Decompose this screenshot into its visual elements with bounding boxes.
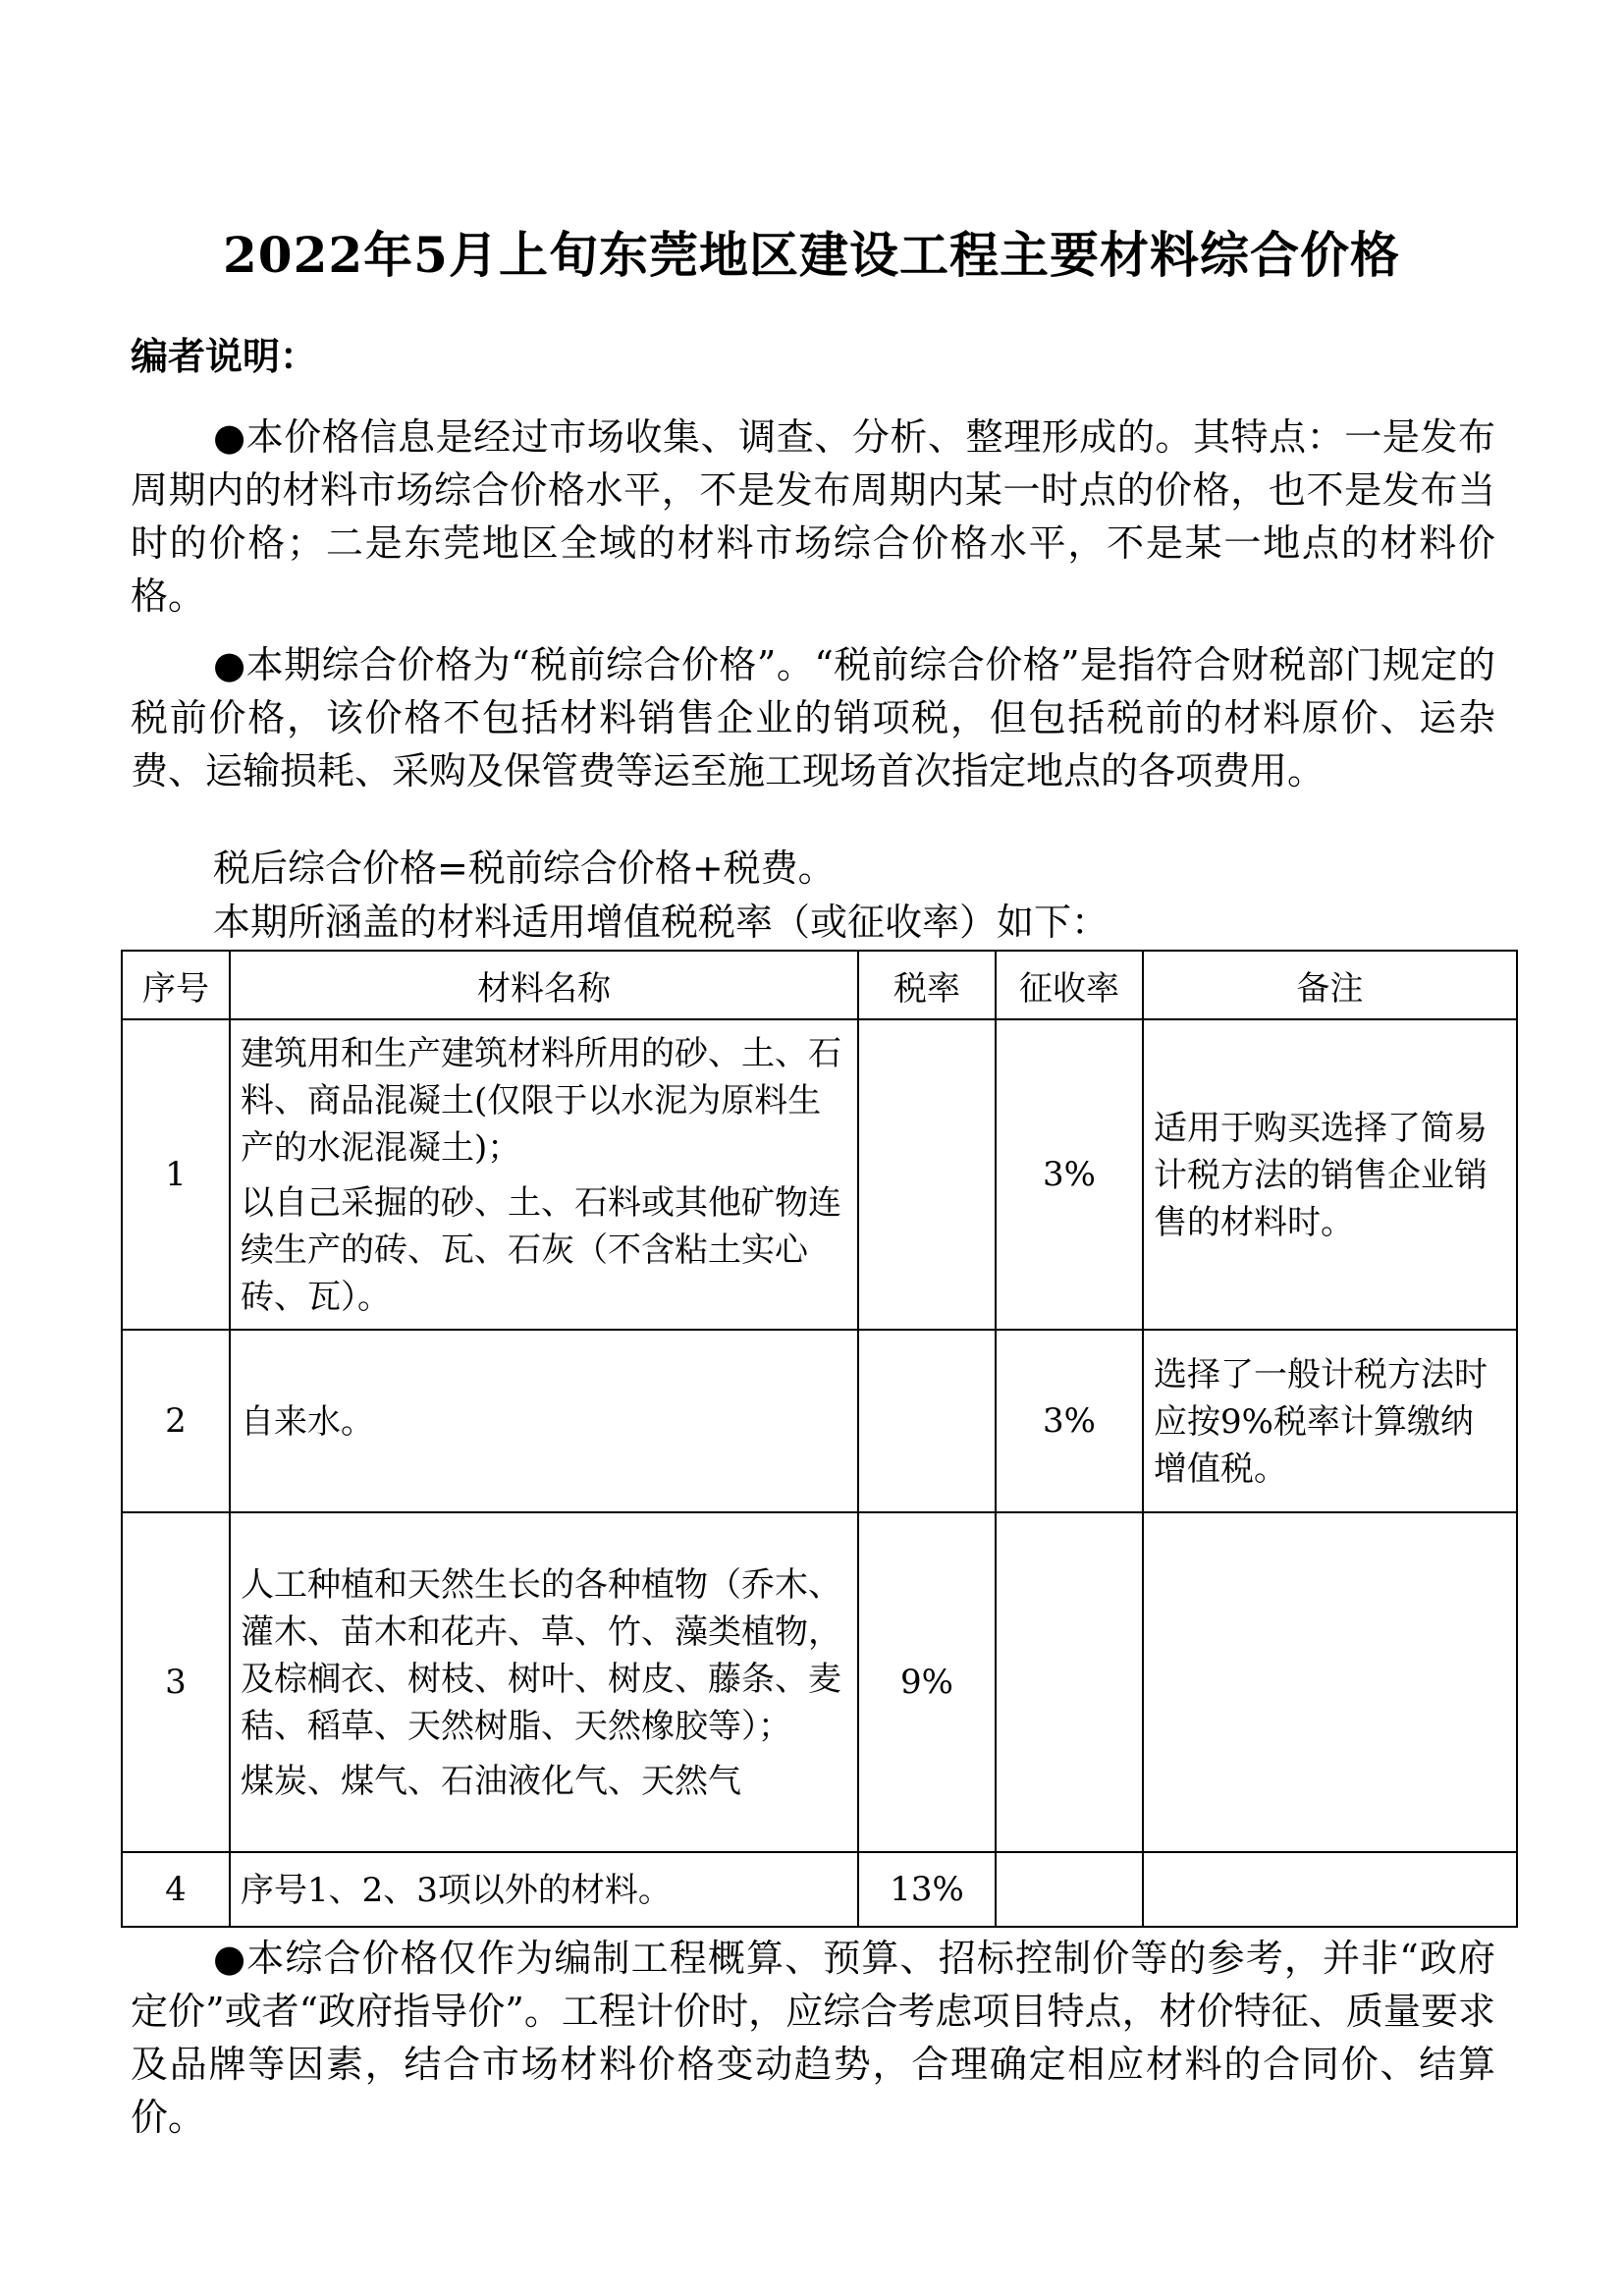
table-header-row [122,951,1517,1019]
material-name-part: 煤炭、煤气、石油液化气、天然气 [241,1762,741,1801]
page-title: 2022年5月上旬东莞地区建设工程主要材料综合价格 [223,226,1400,284]
row-no: 4 [122,1852,230,1927]
material-name-part: 人工种植和天然生长的各种植物（乔木、灌木、苗木和花卉、草、竹、藻类植物，及棕榈衣、树枝、树叶、树皮、藤条、麦秸、稻草、天然树脂、天然橡胶等）； [241,1565,841,1746]
row-remark: 选择了一般计税方法时应按9%税率计算缴纳增值税。 [1143,1330,1517,1512]
row-no: 3 [122,1512,230,1852]
header-levy-rate: 征收率 [996,951,1143,1019]
row-remark [1143,1852,1517,1927]
row-no: 2 [122,1330,230,1512]
material-name-part: 自来水。 [241,1402,374,1442]
paragraph-after-tax-formula: 税后综合价格=税前综合价格+税费。 [213,847,836,890]
table-row [122,1852,1517,1927]
row-tax-rate [858,1330,996,1512]
row-material-name [230,1512,858,1852]
row-material-name [230,1852,858,1927]
row-levy-rate: 3% [996,1019,1143,1330]
row-remark: 适用于购买选择了简易计税方法的销售企业销售的材料时。 [1143,1019,1517,1330]
paragraph-pre-tax-price: ●本期综合价格为“税前综合价格”。“税前综合价格”是指符合财税部门规定的税前价格，该价格不包括材料销售企业的销项税，但包括税前的材料原价、运杂费、运输损耗、采购及保管费等运至施工现场首次指定地点的各项费用。 [131,643,1495,793]
table-row [122,1512,1517,1852]
paragraph-tax-rate-intro: 本期所涵盖的材料适用增值税税率（或征收率）如下： [213,901,1109,944]
row-levy-rate [996,1852,1143,1927]
row-remark [1143,1512,1517,1852]
paragraph-reference-disclaimer: ●本综合价格仅作为编制工程概算、预算、招标控制价等的参考，并非“政府定价”或者“政府指导价”。工程计价时，应综合考虑项目特点，材价特征、质量要求及品牌等因素，结合市场材料价格变动趋势，合理确定相应材料的合同价、结算价。 [131,1937,1495,2139]
editor-note-heading: 编者说明： [131,334,318,378]
table-row [122,1330,1517,1512]
paragraph-price-info: ●本价格信息是经过市场收集、调查、分析、整理形成的。其特点：一是发布周期内的材料市场综合价格水平，不是发布周期内某一时点的价格，也不是发布当时的价格；二是东莞地区全域的材料市场综合价格水平，不是某一地点的材料价格。 [131,415,1495,618]
row-material-name [230,1330,858,1512]
material-name-part: 序号1、2、3项以外的材料。 [241,1871,672,1910]
header-tax-rate: 税率 [858,951,996,1019]
row-material-name [230,1019,858,1330]
header-no: 序号 [122,951,230,1019]
header-material-name: 材料名称 [230,951,858,1019]
material-name-part: 建筑用和生产建筑材料所用的砂、土、石料、商品混凝土(仅限于以水泥为原料生产的水泥混凝土)； [241,1034,841,1168]
row-levy-rate [996,1512,1143,1852]
row-tax-rate [858,1019,996,1330]
row-levy-rate: 3% [996,1330,1143,1512]
header-remark: 备注 [1143,951,1517,1019]
row-tax-rate: 13% [858,1852,996,1927]
vat-rate-table [121,950,1518,1928]
material-name-part: 以自己采掘的砂、土、石料或其他矿物连续生产的砖、瓦、石灰（不含粘土实心砖、瓦）。 [241,1183,841,1317]
table-row [122,1019,1517,1330]
row-no: 1 [122,1019,230,1330]
row-tax-rate: 9% [858,1512,996,1852]
